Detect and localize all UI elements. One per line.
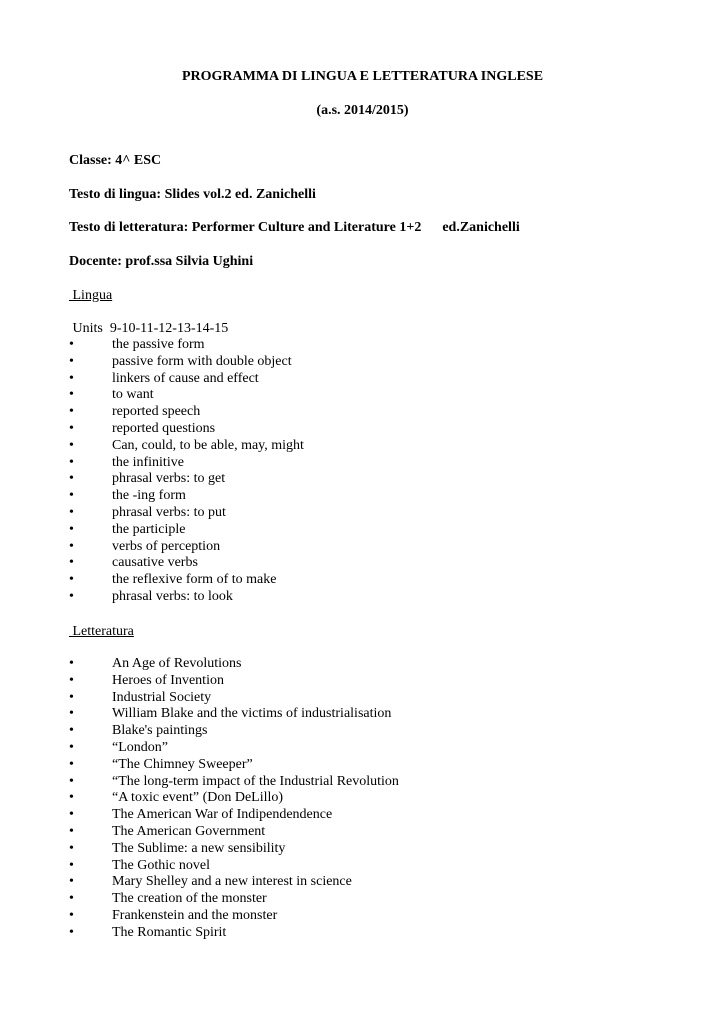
lingua-topic-item-text: Can, could, to be able, may, might [112,437,304,453]
letteratura-topic-item-text: “The long-term impact of the Industrial Revolution [112,773,399,789]
document-title: PROGRAMMA DI LINGUA E LETTERATURA INGLESE [181,69,544,84]
letteratura-topic-item-text: Mary Shelley and a new interest in science [112,874,352,890]
class-line: Classe: 4^ ESC [69,153,162,168]
lingua-topic-item-text: to want [112,387,154,403]
lingua-topic-item-text: the passive form [112,337,205,352]
letteratura-heading: Letteratura [69,624,134,639]
lingua-topic-item-text: verbs of perception [112,538,221,554]
lingua-topic-item-text: reported questions [112,420,216,436]
bullet-icon: • [69,337,74,352]
bullet-icon: • [69,471,74,487]
lingua-topic-item-text: the participle [112,521,186,537]
lingua-topic-item-text: passive form with double object [112,353,292,369]
bullet-icon: • [69,689,74,705]
bullet-icon: • [69,706,74,722]
bullet-icon: • [69,437,74,453]
letteratura-topic-item-text: Heroes of Invention [112,672,224,688]
bullet-icon: • [69,488,74,504]
bullet-icon: • [69,404,74,420]
bullet-icon: • [69,790,74,806]
bullet-icon: • [69,907,74,923]
letteratura-topic-item-text: The Romantic Spirit [112,924,227,940]
letteratura-topic-item-text: The American Government [112,823,266,839]
letteratura-topic-item-text: Frankenstein and the monster [112,907,278,923]
lingua-topic-item-text: linkers of cause and effect [112,370,259,386]
letteratura-topic-item-text: “A toxic event” (Don DeLillo) [112,790,284,806]
school-year: (a.s. 2014/2015) [316,103,409,118]
letteratura-topic-item-text: “London” [112,739,168,755]
bullet-icon: • [69,739,74,755]
bullet-icon: • [69,924,74,940]
lingua-topic-item-text: the infinitive [112,454,184,470]
bullet-icon: • [69,723,74,739]
language-text-line: Testo di lingua: Slides vol.2 ed. Zanichelli [69,187,316,202]
lingua-topic-item-text: phrasal verbs: to look [112,588,233,604]
bullet-icon: • [69,504,74,520]
letteratura-topic-item-text: Blake's paintings [112,723,208,739]
units-line: Units 9-10-11-12-13-14-15 [69,321,229,336]
teacher-line: Docente: prof.ssa Silvia Ughini [69,254,254,269]
letteratura-topic-item-text: “The Chimney Sweeper” [112,756,253,772]
lingua-heading: Lingua [69,288,113,303]
bullet-icon: • [69,773,74,789]
letteratura-topic-item-text: William Blake and the victims of industrialisation [112,706,392,722]
bullet-icon: • [69,874,74,890]
bullet-icon: • [69,823,74,839]
lingua-topic-item-text: phrasal verbs: to put [112,504,226,520]
letteratura-topic-item-text: The American War of Indipendendence [112,807,333,823]
bullet-icon: • [69,420,74,436]
letteratura-topic-item-text: The creation of the monster [112,891,267,907]
letteratura-topic-item-text: Industrial Society [112,689,212,705]
bullet-icon: • [69,454,74,470]
lingua-topic-item-text: the -ing form [112,488,186,504]
bullet-icon: • [69,387,74,403]
bullet-icon: • [69,656,74,671]
bullet-icon: • [69,840,74,856]
lingua-topic-item-text: causative verbs [112,555,198,571]
bullet-icon: • [69,672,74,688]
lingua-topic-item-text: the reflexive form of to make [112,572,277,588]
letteratura-topic-item-text: An Age of Revolutions [112,656,242,671]
bullet-icon: • [69,588,74,604]
bullet-icon: • [69,807,74,823]
lingua-topic-item-text: phrasal verbs: to get [112,471,226,487]
bullet-icon: • [69,572,74,588]
letteratura-topic-item-text: The Sublime: a new sensibility [112,840,286,856]
bullet-icon: • [69,891,74,907]
letteratura-topic-item-text: The Gothic novel [112,857,210,873]
bullet-icon: • [69,370,74,386]
bullet-icon: • [69,353,74,369]
bullet-icon: • [69,555,74,571]
bullet-icon: • [69,521,74,537]
lingua-topic-item-text: reported speech [112,404,201,420]
bullet-icon: • [69,756,74,772]
bullet-icon: • [69,538,74,554]
literature-text-line: Testo di letteratura: Performer Culture and Literature 1+2 ed.Zanichelli [69,220,520,235]
bullet-icon: • [69,857,74,873]
